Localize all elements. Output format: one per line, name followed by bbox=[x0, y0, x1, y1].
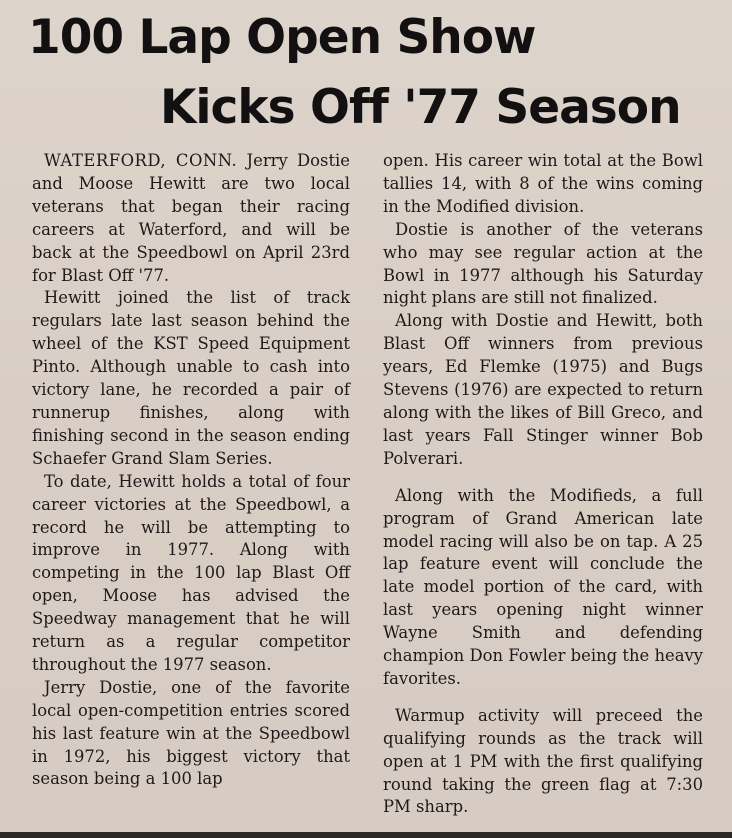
article-column-left bbox=[32, 150, 350, 791]
article-paragraph: To date, Hewitt holds a total of four career victories at the Speedbowl, a record he will be attempting to improve in 1977. Along with competing in the 100 lap Blast Off open, Moose has advised the Speedway management that he will return as a regular competitor throughout the 1977 season. bbox=[32, 471, 350, 674]
headline-line-2: Kicks Off '77 Season bbox=[160, 80, 681, 135]
article-paragraph: Dostie is another of the veterans who may see regular action at the Bowl in 1977 although his Saturday night plans are still not finalized. bbox=[383, 219, 703, 308]
article-column-right bbox=[383, 150, 703, 819]
paragraph-text: Jerry Dostie and Moose Hewitt are two local veterans that began their racing careers at Waterford, and will be back at the Speedbowl on April 23rd for Blast Off '77. bbox=[32, 151, 350, 285]
article-paragraph bbox=[32, 150, 350, 287]
article-paragraph: Along with the Modifieds, a full program of Grand American late model racing will also be on tap. A 25 lap feature event will conclude the late model portion of the card, with last years opening night winner Wayne Smith and defending champion Don Fowler being the heavy favorites. bbox=[383, 485, 703, 688]
article-paragraph: Hewitt joined the list of track regulars late last season behind the wheel of the KST Speed Equipment Pinto. Although unable to cash into victory lane, he recorded a pair of runnerup finishes, along with finishing second in the season ending Schaefer Grand Slam Series. bbox=[32, 288, 350, 468]
article-paragraph: Along with Dostie and Hewitt, both Blast Off winners from previous years, Ed Flemke (1975) and Bugs Stevens (1976) are expected to return along with the likes of Bill Greco, and last years Fall Stinger winner Bob Polverari. bbox=[383, 311, 703, 468]
article-paragraph-continued: open. His career win total at the Bowl tallies 14, with 8 of the wins coming in the Modified division. bbox=[383, 151, 703, 216]
article-paragraph: Jerry Dostie, one of the favorite local open-competition entries scored his last feature win at the Speedbowl in 1972, his biggest victory that season being a 100 lap bbox=[32, 677, 350, 789]
bottom-rule bbox=[0, 832, 732, 838]
headline-line-1: 100 Lap Open Show bbox=[28, 10, 536, 65]
article-paragraph: Warmup activity will preceed the qualifying rounds as the track will open at 1 PM with the first qualifying round taking the green flag at 7:30 PM sharp. bbox=[383, 705, 703, 817]
dateline: WATERFORD, CONN. bbox=[44, 151, 238, 170]
